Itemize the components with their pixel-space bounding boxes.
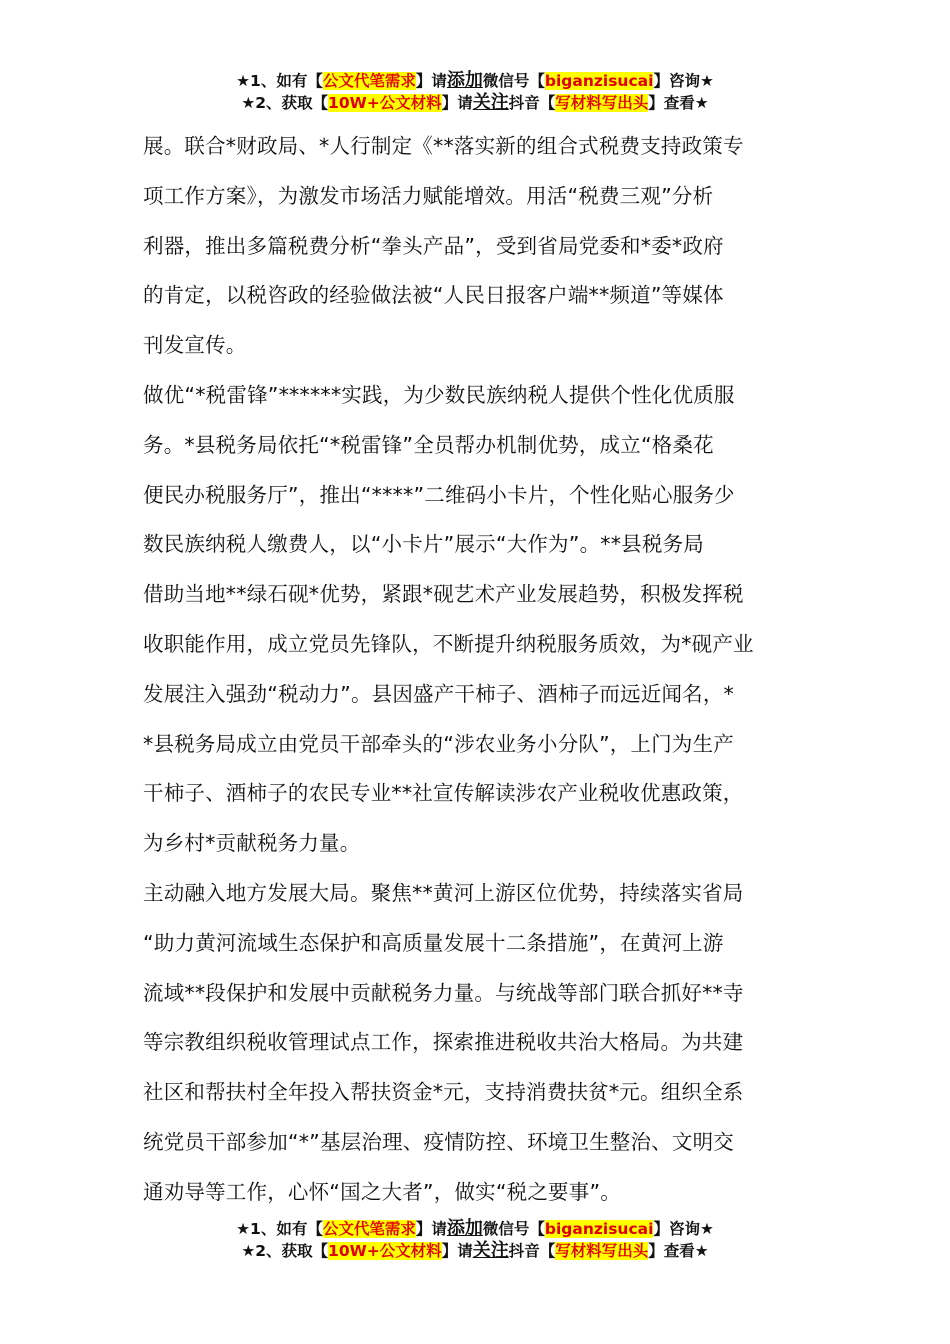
banner-emphasis: 添加 <box>446 1218 483 1239</box>
banner-emphasis: 添加 <box>446 70 483 91</box>
header-banner <box>0 70 950 114</box>
text-line: 刊发宣传。 <box>143 333 247 358</box>
banner-line-1 <box>0 1218 950 1240</box>
banner-emphasis: 关注 <box>472 92 509 113</box>
banner-text: 】咨询★ <box>653 72 714 90</box>
paragraph-1 <box>143 122 808 371</box>
banner-text: 】请 <box>415 1220 447 1238</box>
text-line: 借助当地**绿石砚*优势，紧跟*砚艺术产业发展趋势，积极发挥税 <box>143 582 744 607</box>
document-body <box>143 122 808 1218</box>
text-line: 的肯定，以税咨政的经验做法被“人民日报客户端**频道”等媒体 <box>143 283 724 308</box>
text-line: 统党员干部参加“*”基层治理、疫情防控、环境卫生整治、文明交 <box>143 1129 734 1154</box>
paragraph-3 <box>143 869 808 1218</box>
text-line: 展。联合*财政局、*人行制定《**落实新的组合式税费支持政策专 <box>143 134 744 158</box>
text-line: 收职能作用，成立党员先锋队，不断提升纳税服务质效，为*砚产业 <box>143 631 754 656</box>
banner-text: ★2、获取【 <box>241 94 329 112</box>
banner-text: 微信号【 <box>482 72 545 90</box>
banner-text: ★2、获取【 <box>241 1242 329 1260</box>
banner-highlight: 公文代笔需求 <box>322 1220 416 1238</box>
text-line: 为乡村*贡献税务力量。 <box>143 831 361 856</box>
banner-text: ★1、如有【 <box>236 72 323 90</box>
text-line: 社区和帮扶村全年投入帮扶资金*元，支持消费扶贫*元。组织全系 <box>143 1080 744 1105</box>
banner-highlight: 10W+公文材料 <box>328 1242 442 1260</box>
text-line: 流域**段保护和发展中贡献税务力量。与统战等部门联合抓好**寺 <box>143 980 744 1005</box>
banner-text: 】请 <box>441 94 473 112</box>
banner-highlight: 写材料写出头 <box>555 94 649 112</box>
banner-line-2 <box>0 1240 950 1262</box>
text-line: 等宗教组织税收管理试点工作，探索推进税收共治大格局。为共建 <box>143 1030 744 1055</box>
text-line: 做优“*税雷锋”******实践，为少数民族纳税人提供个性化优质服 <box>143 382 735 407</box>
banner-text: 抖音【 <box>508 1242 556 1260</box>
text-line: *县税务局成立由党员干部牵头的“涉农业务小分队”，上门为生产 <box>143 731 734 756</box>
banner-line-2 <box>0 92 950 114</box>
text-line: “助力黄河流域生态保护和高质量发展十二条措施”，在黄河上游 <box>143 930 724 955</box>
banner-highlight: 写材料写出头 <box>555 1242 649 1260</box>
text-line: 干柿子、酒柿子的农民专业**社宣传解读涉农产业税收优惠政策， <box>143 781 744 806</box>
banner-text: 】查看★ <box>648 94 709 112</box>
banner-text: 】请 <box>415 72 447 90</box>
banner-text: 】查看★ <box>648 1242 709 1260</box>
banner-highlight: biganzisucai <box>544 1220 654 1238</box>
banner-text: 微信号【 <box>482 1220 545 1238</box>
text-line: 发展注入强劲“税动力”。县因盛产干柿子、酒柿子而远近闻名，* <box>143 681 734 706</box>
banner-highlight: 10W+公文材料 <box>328 94 442 112</box>
text-line: 通劝导等工作，心怀“国之大者”，做实“税之要事”。 <box>143 1179 621 1204</box>
text-line: 数民族纳税人缴费人，以“小卡片”展示“大作为”。**县税务局 <box>143 532 704 557</box>
banner-text: 】咨询★ <box>653 1220 714 1238</box>
banner-emphasis: 关注 <box>472 1240 509 1261</box>
banner-text: 抖音【 <box>508 94 556 112</box>
text-line: 便民办税服务厅”，推出“****”二维码小卡片，个性化贴心服务少 <box>143 482 735 507</box>
banner-line-1 <box>0 70 950 92</box>
banner-text: 】请 <box>441 1242 473 1260</box>
paragraph-2 <box>143 371 808 869</box>
banner-highlight: biganzisucai <box>544 72 654 90</box>
text-line: 主动融入地方发展大局。聚焦**黄河上游区位优势，持续落实省局 <box>143 880 744 905</box>
text-line: 务。*县税务局依托“*税雷锋”全员帮办机制优势，成立“格桑花 <box>143 432 714 457</box>
text-line: 利器，推出多篇税费分析“拳头产品”，受到省局党委和*委*政府 <box>143 233 724 258</box>
text-line: 项工作方案》，为激发市场活力赋能增效。用活“税费三观”分析 <box>143 183 714 208</box>
banner-highlight: 公文代笔需求 <box>322 72 416 90</box>
banner-text: ★1、如有【 <box>236 1220 323 1238</box>
footer-banner <box>0 1218 950 1262</box>
